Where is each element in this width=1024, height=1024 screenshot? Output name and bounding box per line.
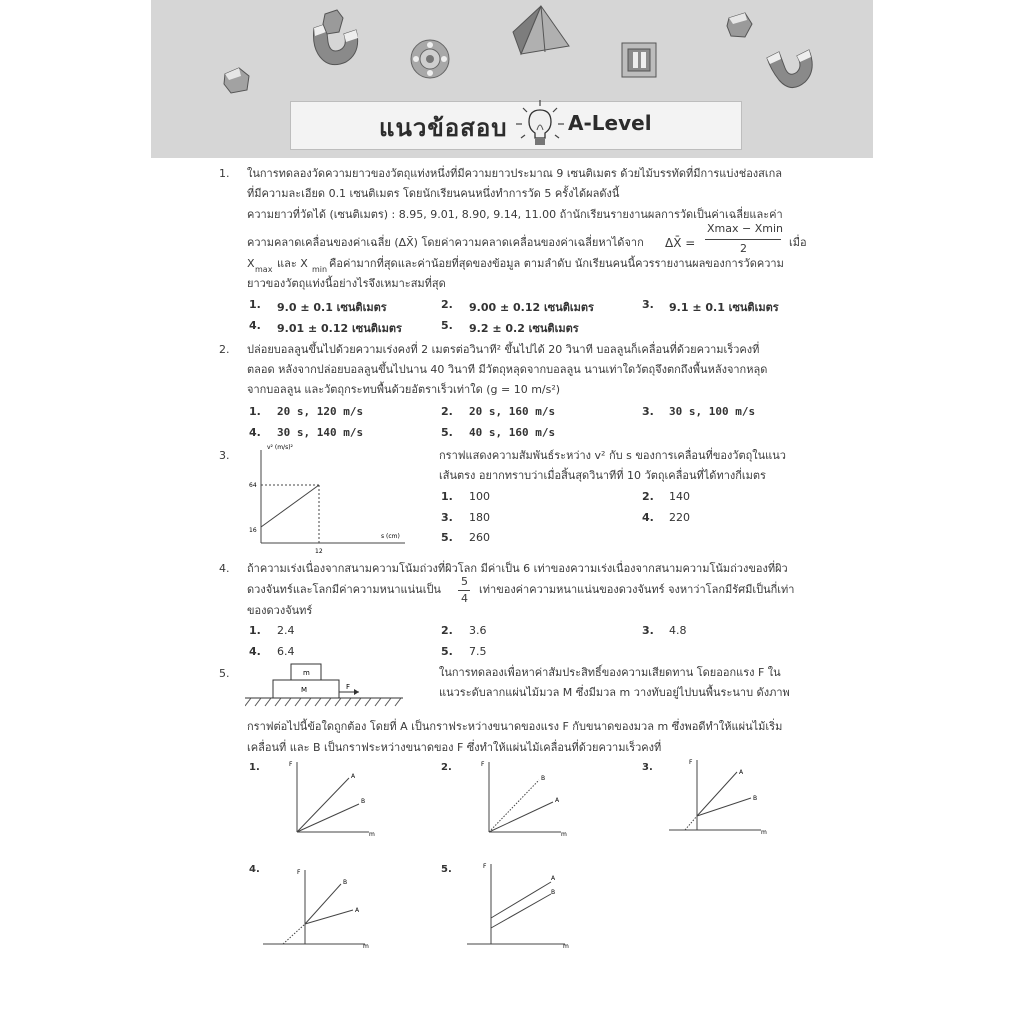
q1-sub-max: max — [255, 265, 273, 274]
q3-opt5-num: 5. — [441, 531, 453, 544]
q3-line-1: กราฟแสดงความสัมพันธ์ระหว่าง v² กับ s ของการเคลื่อนที่ของวัตถุในแนว — [439, 449, 786, 462]
q5-label-F: F — [346, 683, 351, 691]
q3-graph — [239, 440, 409, 558]
q2-line-3: จากบอลลูน และวัตถุกระทบพื้นด้วยอัตราเร็วเท่าใด (g = 10 m/s²) — [247, 383, 561, 396]
q4-option-4[interactable]: 6.4 — [277, 645, 295, 658]
q4-frac-denom: 4 — [461, 592, 468, 605]
graph-label-B: B — [361, 798, 366, 805]
q5-graph3-num: 3. — [642, 762, 653, 773]
graph-label-F: F — [481, 761, 485, 768]
q5-graph-3[interactable] — [663, 756, 773, 848]
q5-number: 5. — [219, 667, 230, 680]
q4-opt2-num: 2. — [441, 624, 453, 637]
q1-opt5-num: 5. — [441, 319, 453, 332]
q1-option-2[interactable]: 9.00 ± 0.12 เซนติเมตร — [469, 301, 594, 314]
q3-opt3-num: 3. — [441, 511, 453, 524]
cube-icon — [725, 10, 755, 40]
q2-opt2-num: 2. — [441, 405, 453, 418]
q4-line-1: ถ้าความเร่งเนื่องจากสนามความโน้มถ่วงที่ผิวโลก มีค่าเป็น 6 เท่าของความเร่งเนื่องจากสนามความโน้มถ่วงของที่ผิว — [247, 562, 788, 575]
q2-opt1-num: 1. — [249, 405, 261, 418]
q4-option-3[interactable]: 4.8 — [669, 624, 687, 637]
graph-label-B: B — [753, 795, 758, 802]
q1-opt3-num: 3. — [642, 298, 654, 311]
q5-block-diagram — [245, 660, 405, 710]
q1-xmax: X — [247, 257, 255, 270]
graph-label-A: A — [351, 773, 356, 780]
graph-label-B: B — [343, 879, 348, 886]
q3-option-1[interactable]: 100 — [469, 490, 490, 503]
graph-label-m: m — [563, 943, 569, 950]
q4-option-2[interactable]: 3.6 — [469, 624, 487, 637]
graph-label-m: m — [363, 943, 369, 950]
q3-opt4-num: 4. — [642, 511, 654, 524]
q5-graph-4[interactable] — [261, 862, 371, 954]
q4-option-5[interactable]: 7.5 — [469, 645, 487, 658]
formula-tail: เมื่อ — [789, 236, 807, 249]
q4-opt1-num: 1. — [249, 624, 261, 637]
exam-page — [151, 0, 873, 1024]
title-level: A-Level — [568, 111, 652, 135]
lightbulb-icon — [513, 98, 567, 152]
q2-option-3[interactable]: 30 s, 100 m/s — [669, 405, 756, 418]
q4-frac-numer: 5 — [461, 575, 468, 588]
q3-x-tick-12: 12 — [315, 548, 323, 555]
q1-option-4[interactable]: 9.01 ± 0.12 เซนติเมตร — [277, 322, 402, 335]
q1-number: 1. — [219, 167, 230, 180]
q3-ylabel: v² (m/s)² — [267, 444, 293, 451]
q5-line-2: แนวระดับลากแผ่นไม้มวล M ซึ่งมีมวล m วางทับอยู่ไปบนพื้นระนาบ ดังภาพ — [439, 686, 790, 699]
q3-line-2: เส้นตรง อยากทราบว่าเมื่อสิ้นสุดวินาทีที่ 10 วัตถุเคลื่อนที่ได้ทางกี่เมตร — [439, 469, 766, 482]
q2-opt3-num: 3. — [642, 405, 654, 418]
q1-line-6: ยาวของวัตถุแท่งนี้อย่างไรจึงเหมาะสมที่สุด — [247, 277, 446, 290]
q4-line-4: ของดวงจันทร์ — [247, 604, 313, 617]
formula-denominator: 2 — [740, 242, 747, 255]
q2-number: 2. — [219, 343, 230, 356]
q1-option-3[interactable]: 9.1 ± 0.1 เซนติเมตร — [669, 301, 779, 314]
q4-frac-bar — [458, 590, 470, 591]
q3-y-tick-16: 16 — [249, 527, 257, 534]
q1-option-1[interactable]: 9.0 ± 0.1 เซนติเมตร — [277, 301, 387, 314]
q5-graph-5[interactable] — [463, 858, 573, 958]
q1-opt4-num: 4. — [249, 319, 261, 332]
q1-line-1: ในการทดลองวัดความยาวของวัตถุแท่งหนึ่งที่มีความยาวประมาณ 9 เซนติเมตร ด้วยไม้บรรทัดที่มีการแบ่งช่องสเกล — [247, 167, 783, 180]
q5-graph1-num: 1. — [249, 762, 260, 773]
q5-graph4-num: 4. — [249, 864, 260, 875]
graph-label-B: B — [551, 889, 556, 896]
box-icon — [619, 40, 659, 80]
q3-option-4[interactable]: 220 — [669, 511, 690, 524]
q2-option-1[interactable]: 20 s, 120 m/s — [277, 405, 364, 418]
q3-opt2-num: 2. — [642, 490, 654, 503]
q1-opt1-num: 1. — [249, 298, 261, 311]
q5-graph-1[interactable] — [281, 758, 381, 850]
graph-label-A: A — [555, 797, 560, 804]
formula-numerator: Xmax − Xmin — [707, 222, 783, 235]
cube-icon — [221, 64, 253, 96]
q2-line-2: ตลอด หลังจากปล่อยบอลลูนขึ้นไปนาน 40 วินาที มีวัตถุหลุดจากบอลลูน นานเท่าใดวัตถุจึงตกถึงพื้นหลังจากหลุด — [247, 363, 768, 376]
q4-option-1[interactable]: 2.4 — [277, 624, 295, 637]
formula-bar — [705, 239, 781, 240]
title-thai: แนวข้อสอบ — [379, 113, 508, 142]
q3-option-5[interactable]: 260 — [469, 531, 490, 544]
graph-label-m: m — [761, 829, 767, 836]
q5-graph2-num: 2. — [441, 762, 452, 773]
graph-label-F: F — [689, 759, 693, 766]
q5-graph5-num: 5. — [441, 864, 452, 875]
q2-line-1: ปล่อยบอลลูนขึ้นไปด้วยความเร่งคงที่ 2 เมตรต่อวินาที² ขึ้นไปได้ 20 วินาที บอลลูนก็เคลื่อนที่ด้วยความเร็วคงที่ — [247, 343, 760, 356]
graph-label-F: F — [483, 863, 487, 870]
q3-opt1-num: 1. — [441, 490, 453, 503]
q5-label-M: M — [301, 686, 308, 694]
q5-line-4: เคลื่อนที่ และ B เป็นกราฟระหว่างขนาดของ F ซึ่งทำให้แผ่นไม้เคลื่อนที่ด้วยความเร็วคงที่ — [247, 741, 662, 754]
q3-option-3[interactable]: 180 — [469, 511, 490, 524]
graph-label-m: m — [561, 831, 567, 838]
title-box — [290, 101, 742, 150]
q1-opt2-num: 2. — [441, 298, 453, 311]
q1-option-5[interactable]: 9.2 ± 0.2 เซนติเมตร — [469, 322, 579, 335]
q4-number: 4. — [219, 562, 230, 575]
q1-line-2: ที่มีความละเอียด 0.1 เซนติเมตร โดยนักเรียนคนหนึ่งทำการวัด 5 ครั้งได้ผลดังนี้ — [247, 187, 620, 200]
q3-y-tick-64: 64 — [249, 482, 257, 489]
q2-option-5[interactable]: 40 s, 160 m/s — [469, 426, 556, 439]
cube-icon — [321, 8, 345, 36]
q1-sub-min: min — [312, 265, 328, 274]
q2-opt5-num: 5. — [441, 426, 453, 439]
q5-graph-2[interactable] — [473, 758, 573, 850]
formula-lhs: ΔX̄ = — [665, 236, 696, 250]
graph-label-m: m — [369, 831, 375, 838]
header-banner — [151, 0, 873, 158]
q4-opt3-num: 3. — [642, 624, 654, 637]
q1-line-4: ความคลาดเคลื่อนของค่าเฉลี่ย (ΔX̄) โดยค่าความคลาดเคลื่อนของค่าเฉลี่ยหาได้จาก — [247, 236, 644, 249]
q2-opt4-num: 4. — [249, 426, 261, 439]
q1-xmin: และ X — [277, 257, 308, 270]
graph-label-B: B — [541, 775, 546, 782]
q5-line-3: กราฟต่อไปนี้ข้อใดถูกต้อง โดยที่ A เป็นกราฟระหว่างขนาดของแรง F กับขนาดของมวล m ซึ่งพอดีทำให้แผ่นไม้เริ่ม — [247, 720, 783, 733]
q4-opt4-num: 4. — [249, 645, 261, 658]
q1-line-3: ความยาวที่วัดได้ (เซนติเมตร) : 8.95, 9.01, 8.90, 9.14, 11.00 ถ้านักเรียนรายงานผลการวัดเป็นค่าเฉลี่ยและค่า — [247, 208, 783, 221]
q5-label-m: m — [303, 669, 310, 677]
graph-label-F: F — [289, 761, 293, 768]
graph-label-A: A — [739, 769, 744, 776]
q4-line-2: ดวงจันทร์และโลกมีค่าความหนาแน่นเป็น — [247, 583, 441, 596]
q3-number: 3. — [219, 449, 230, 462]
q3-xlabel: s (cm) — [381, 533, 400, 540]
q2-option-2[interactable]: 20 s, 160 m/s — [469, 405, 556, 418]
q4-opt5-num: 5. — [441, 645, 453, 658]
q4-line-3: เท่าของค่าความหนาแน่นของดวงจันทร์ จงหาว่าโลกมีรัศมีเป็นกี่เท่า — [479, 583, 795, 596]
magnet-icon — [761, 40, 817, 92]
q1-line-5: คือค่ามากที่สุดและค่าน้อยที่สุดของข้อมูล ตามลำดับ นักเรียนคนนี้ควรรายงานผลของการวัดความ — [329, 257, 784, 270]
q5-line-1: ในการทดลองเพื่อหาค่าสัมประสิทธิ์ของความเสียดทาน โดยออกแรง F ใน — [439, 666, 781, 679]
graph-label-F: F — [297, 869, 301, 876]
wheel-icon — [409, 38, 451, 80]
graph-label-A: A — [355, 907, 360, 914]
graph-label-A: A — [551, 875, 556, 882]
tetrahedron-icon — [509, 2, 573, 60]
q2-option-4[interactable]: 30 s, 140 m/s — [277, 426, 364, 439]
q3-option-2[interactable]: 140 — [669, 490, 690, 503]
